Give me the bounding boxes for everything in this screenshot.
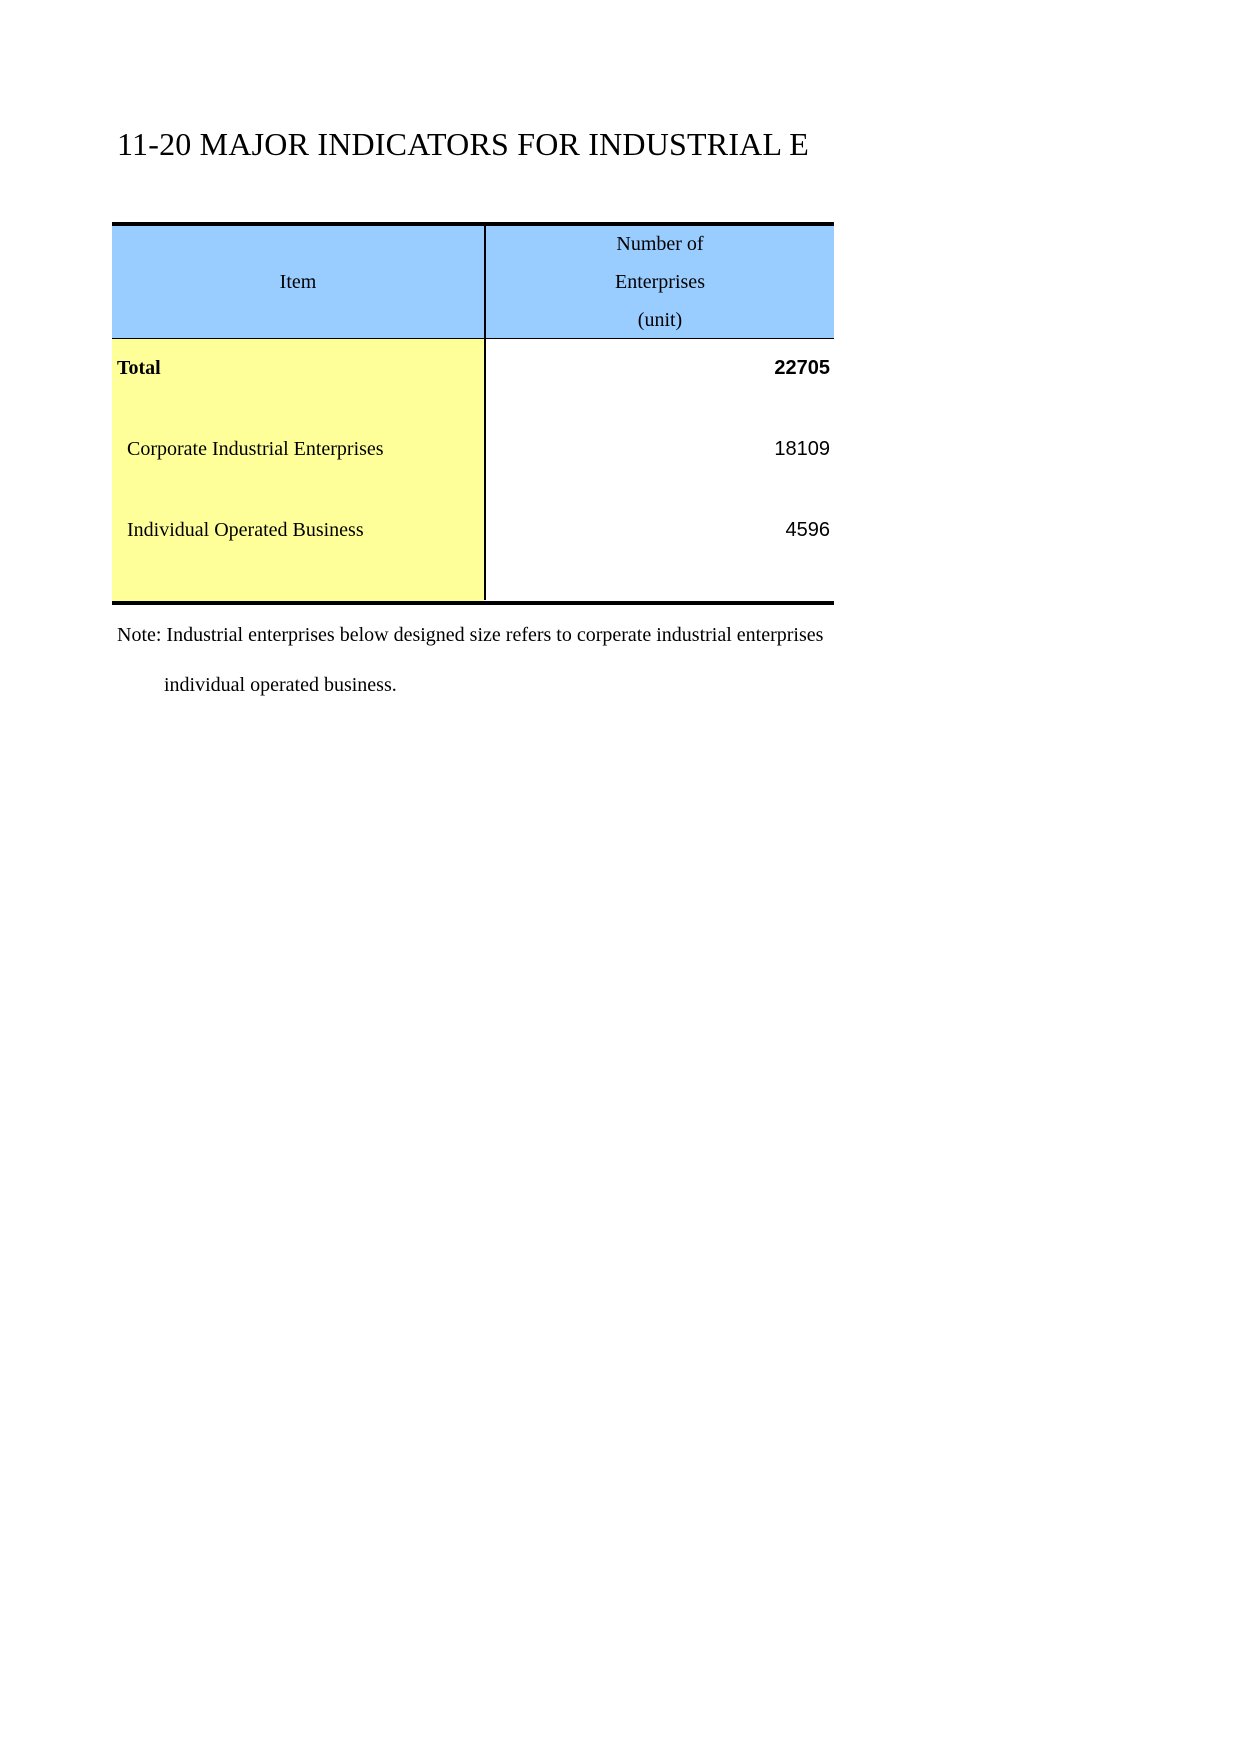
header-number-line2: Enterprises: [615, 271, 705, 293]
row-label: Total: [117, 357, 161, 379]
table-row-total: [112, 348, 834, 388]
note-line-1: Note: Industrial enterprises below designed size refers to corperate industrial enterprises: [117, 624, 824, 646]
header-number-of-enterprises: [486, 226, 834, 338]
header-number-line3: (unit): [637, 309, 683, 331]
page-title: 11-20 MAJOR INDICATORS FOR INDUSTRIAL E: [117, 126, 809, 162]
table-bottom-rule: [112, 601, 834, 605]
table-row-individual: [112, 510, 834, 550]
note-line-2: individual operated business.: [164, 674, 397, 696]
row-value: 4596: [785, 519, 830, 541]
row-value: 18109: [774, 438, 830, 460]
header-item: Item: [279, 270, 317, 293]
header-number-line1: Number of: [616, 233, 704, 255]
table-body: [112, 339, 834, 601]
table-header: [112, 226, 834, 339]
row-label: Corporate Industrial Enterprises: [127, 438, 384, 460]
row-value: 22705: [774, 357, 830, 379]
row-label: Individual Operated Business: [127, 519, 364, 541]
column-separator: [484, 226, 486, 600]
table-row-corporate: [112, 429, 834, 469]
